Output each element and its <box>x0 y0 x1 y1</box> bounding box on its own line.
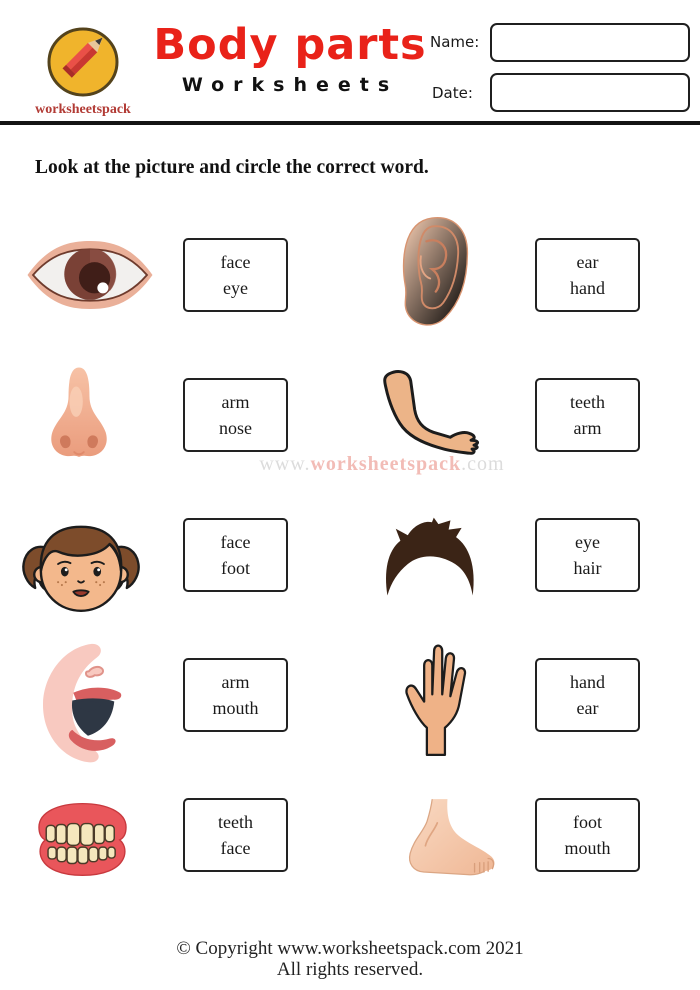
instruction-text: Look at the picture and circle the correct word. <box>35 157 429 178</box>
word-choice-box <box>535 238 640 312</box>
brand-name: worksheetspack <box>35 102 131 117</box>
word-option[interactable]: eye <box>575 531 600 552</box>
word-choice-box <box>183 518 288 592</box>
watermark-prefix: www. <box>259 453 311 475</box>
header-divider <box>0 121 700 125</box>
teeth-illustration <box>30 800 135 878</box>
copyright-line: © Copyright www.worksheetspack.com 2021 <box>176 938 524 959</box>
word-choice-box <box>183 658 288 732</box>
name-input[interactable] <box>490 23 690 62</box>
word-choice-box <box>535 518 640 592</box>
word-option[interactable]: eye <box>223 278 248 299</box>
word-option[interactable]: arm <box>573 418 602 439</box>
word-choice-box <box>535 658 640 732</box>
word-option[interactable]: foot <box>573 811 602 832</box>
word-option[interactable]: mouth <box>564 838 611 859</box>
worksheet-title: Body parts <box>153 20 427 70</box>
word-option[interactable]: teeth <box>218 811 253 832</box>
copyright-footer <box>0 938 700 980</box>
word-option[interactable]: face <box>220 838 251 859</box>
word-option[interactable]: ear <box>576 698 599 719</box>
word-option[interactable]: foot <box>221 558 250 579</box>
girl-face-illustration <box>18 510 144 620</box>
word-option[interactable]: arm <box>221 671 250 692</box>
word-choice-box <box>183 238 288 312</box>
ear-illustration <box>393 212 473 332</box>
watermark-brand: worksheetspack <box>310 453 462 475</box>
word-choice-box <box>183 378 288 452</box>
rights-line: All rights reserved. <box>276 959 424 980</box>
eye-illustration <box>22 235 158 315</box>
word-option[interactable]: ear <box>576 251 599 272</box>
watermark-suffix: .com <box>461 453 505 475</box>
hand-illustration <box>398 638 472 758</box>
foot-illustration <box>400 796 500 882</box>
title-block <box>150 22 430 96</box>
pencil-logo-icon <box>45 26 121 98</box>
word-option[interactable]: nose <box>219 418 252 439</box>
word-option[interactable]: face <box>220 251 251 272</box>
arm-illustration <box>372 368 485 462</box>
word-option[interactable]: arm <box>221 391 250 412</box>
word-choice-box <box>535 798 640 872</box>
nose-illustration <box>40 360 118 470</box>
word-option[interactable]: hand <box>570 671 605 692</box>
word-choice-box <box>535 378 640 452</box>
mouth-illustration <box>40 642 130 764</box>
hair-illustration <box>380 515 482 600</box>
watermark <box>232 453 532 476</box>
brand-logo <box>28 26 138 118</box>
word-choice-box <box>183 798 288 872</box>
worksheet-subtitle: Worksheets <box>181 74 399 97</box>
word-option[interactable]: face <box>220 531 251 552</box>
name-label: Name: <box>430 33 480 51</box>
date-label: Date: <box>432 84 473 102</box>
date-input[interactable] <box>490 73 690 112</box>
word-option[interactable]: mouth <box>212 698 259 719</box>
word-option[interactable]: hand <box>570 278 605 299</box>
word-option[interactable]: hair <box>573 558 602 579</box>
word-option[interactable]: teeth <box>570 391 605 412</box>
